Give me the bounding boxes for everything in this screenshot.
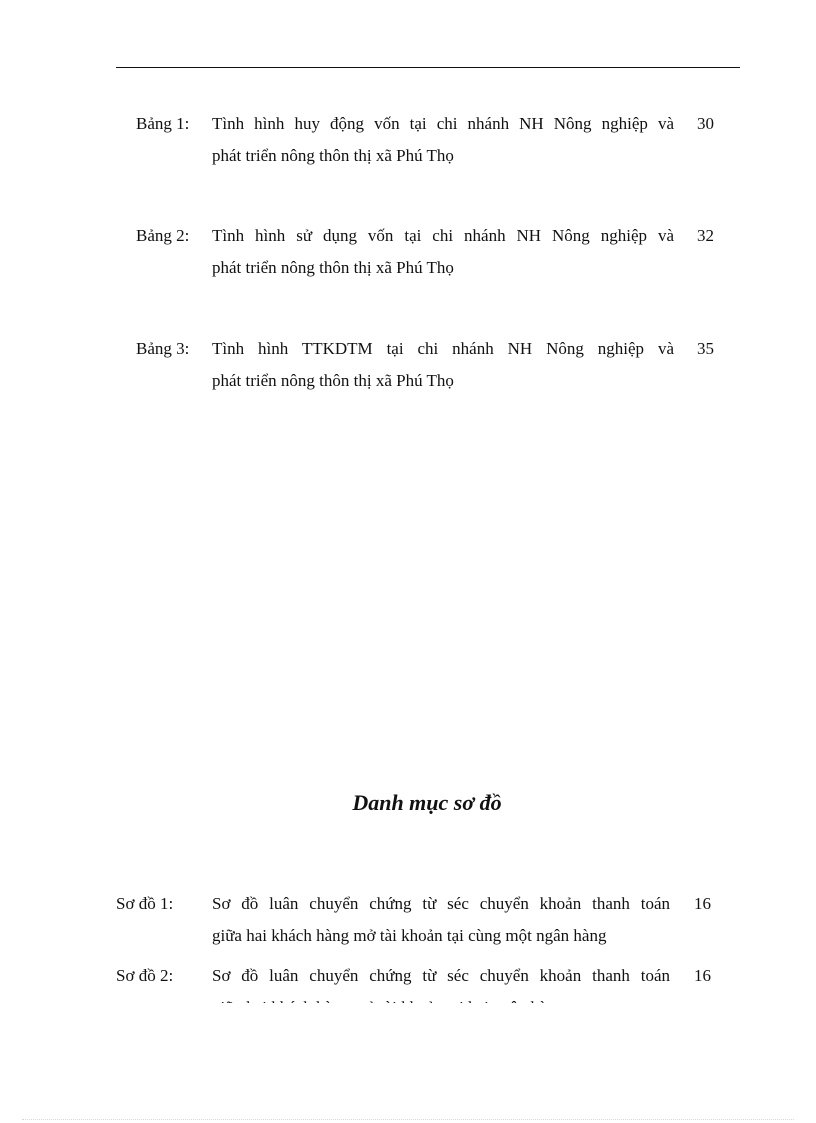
table-title-line-2: phát triển nông thôn thị xã Phú Thọ bbox=[212, 371, 454, 390]
table-title-line-1: Tình hình huy động vốn tại chi nhánh NH Nông nghiệp và bbox=[212, 114, 674, 133]
page-bottom-border bbox=[22, 1119, 794, 1120]
table-title-line-2: phát triển nông thôn thị xã Phú Thọ bbox=[212, 146, 454, 165]
diagram-title-line-2: giữa hai khách hàng mở tài khoản tại cùng một ngân hàng bbox=[212, 926, 607, 945]
table-title-line-1: Tình hình sử dụng vốn tại chi nhánh NH Nông nghiệp và bbox=[212, 226, 674, 245]
diagram-title-line-1: Sơ đồ luân chuyển chứng từ séc chuyển khoản thanh toán bbox=[212, 894, 670, 913]
table-title-line-1: Tình hình TTKDTM tại chi nhánh NH Nông nghiệp và bbox=[212, 339, 674, 358]
header-rule bbox=[116, 67, 740, 68]
table-page-number: 30 bbox=[697, 114, 714, 133]
table-page-number: 32 bbox=[697, 226, 714, 245]
diagram-title-line-1: Sơ đồ luân chuyển chứng từ séc chuyển khoản thanh toán bbox=[212, 966, 670, 985]
diagram-page-number: 16 bbox=[694, 894, 711, 913]
table-title-line-2: phát triển nông thôn thị xã Phú Thọ bbox=[212, 258, 454, 277]
diagram-label: Sơ đồ 1: bbox=[116, 894, 174, 913]
table-page-number: 35 bbox=[697, 339, 714, 358]
page-cutoff bbox=[0, 1003, 816, 1123]
table-label: Bảng 1: bbox=[136, 114, 190, 133]
table-label: Bảng 3: bbox=[136, 339, 190, 358]
table-label: Bảng 2: bbox=[136, 226, 190, 245]
diagram-page-number: 16 bbox=[694, 966, 711, 985]
section-title-diagrams: Danh mục sơ đồ bbox=[352, 790, 502, 815]
diagram-label: Sơ đồ 2: bbox=[116, 966, 174, 985]
